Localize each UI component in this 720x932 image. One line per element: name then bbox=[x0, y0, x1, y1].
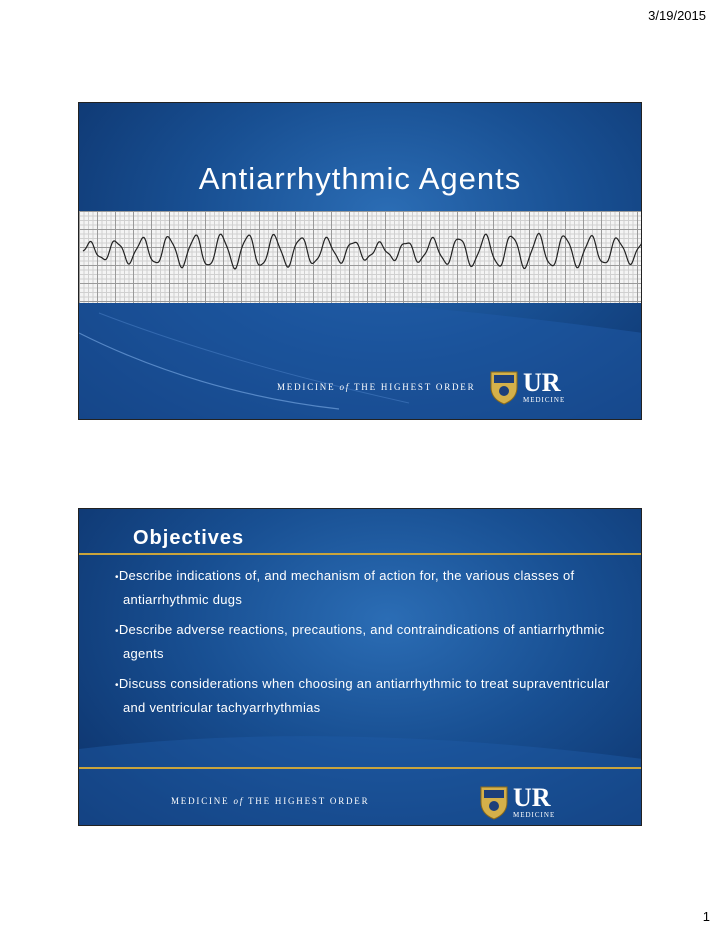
university-crest-icon bbox=[489, 369, 519, 405]
logo-medicine-text: MEDICINE bbox=[513, 811, 556, 819]
motto-of: of bbox=[233, 796, 245, 806]
motto-of: of bbox=[339, 382, 351, 392]
ecg-strip bbox=[79, 211, 641, 303]
list-item: • Describe indications of, and mechanism of action for, the various classes of antiarrhythmic dugs bbox=[115, 565, 635, 611]
motto-start: MEDICINE bbox=[277, 382, 336, 392]
list-item: • Discuss considerations when choosing an antiarrhythmic to treat supraventricular and ventricular tachyarrhythmias bbox=[115, 673, 635, 719]
logo-ur-text: UR bbox=[523, 368, 561, 397]
objectives-list bbox=[115, 565, 635, 727]
logo-ur-text: UR bbox=[513, 783, 551, 812]
logo-medicine-text: MEDICINE bbox=[523, 396, 566, 404]
footer-motto bbox=[171, 796, 369, 806]
slide-title: Objectives bbox=[133, 527, 245, 549]
title-divider bbox=[79, 553, 641, 555]
slide-title: Antiarrhythmic Agents bbox=[198, 161, 522, 196]
ur-medicine-logo bbox=[479, 784, 555, 820]
page-date: 3/19/2015 bbox=[648, 8, 706, 23]
list-item: • Describe adverse reactions, precautions, and contraindications of antiarrhythmic agents bbox=[115, 619, 635, 665]
motto-end: THE HIGHEST ORDER bbox=[353, 382, 476, 392]
ecg-waveform bbox=[79, 211, 642, 303]
motto-end: THE HIGHEST ORDER bbox=[247, 796, 370, 806]
footer-motto bbox=[277, 382, 475, 392]
footer-divider bbox=[79, 767, 641, 769]
university-crest-icon bbox=[479, 784, 509, 820]
slide-title-antiarrhythmic bbox=[78, 102, 642, 420]
ur-medicine-logo bbox=[489, 369, 565, 405]
motto-start: MEDICINE bbox=[171, 796, 230, 806]
slide-objectives bbox=[78, 508, 642, 826]
page-number: 1 bbox=[702, 909, 710, 924]
